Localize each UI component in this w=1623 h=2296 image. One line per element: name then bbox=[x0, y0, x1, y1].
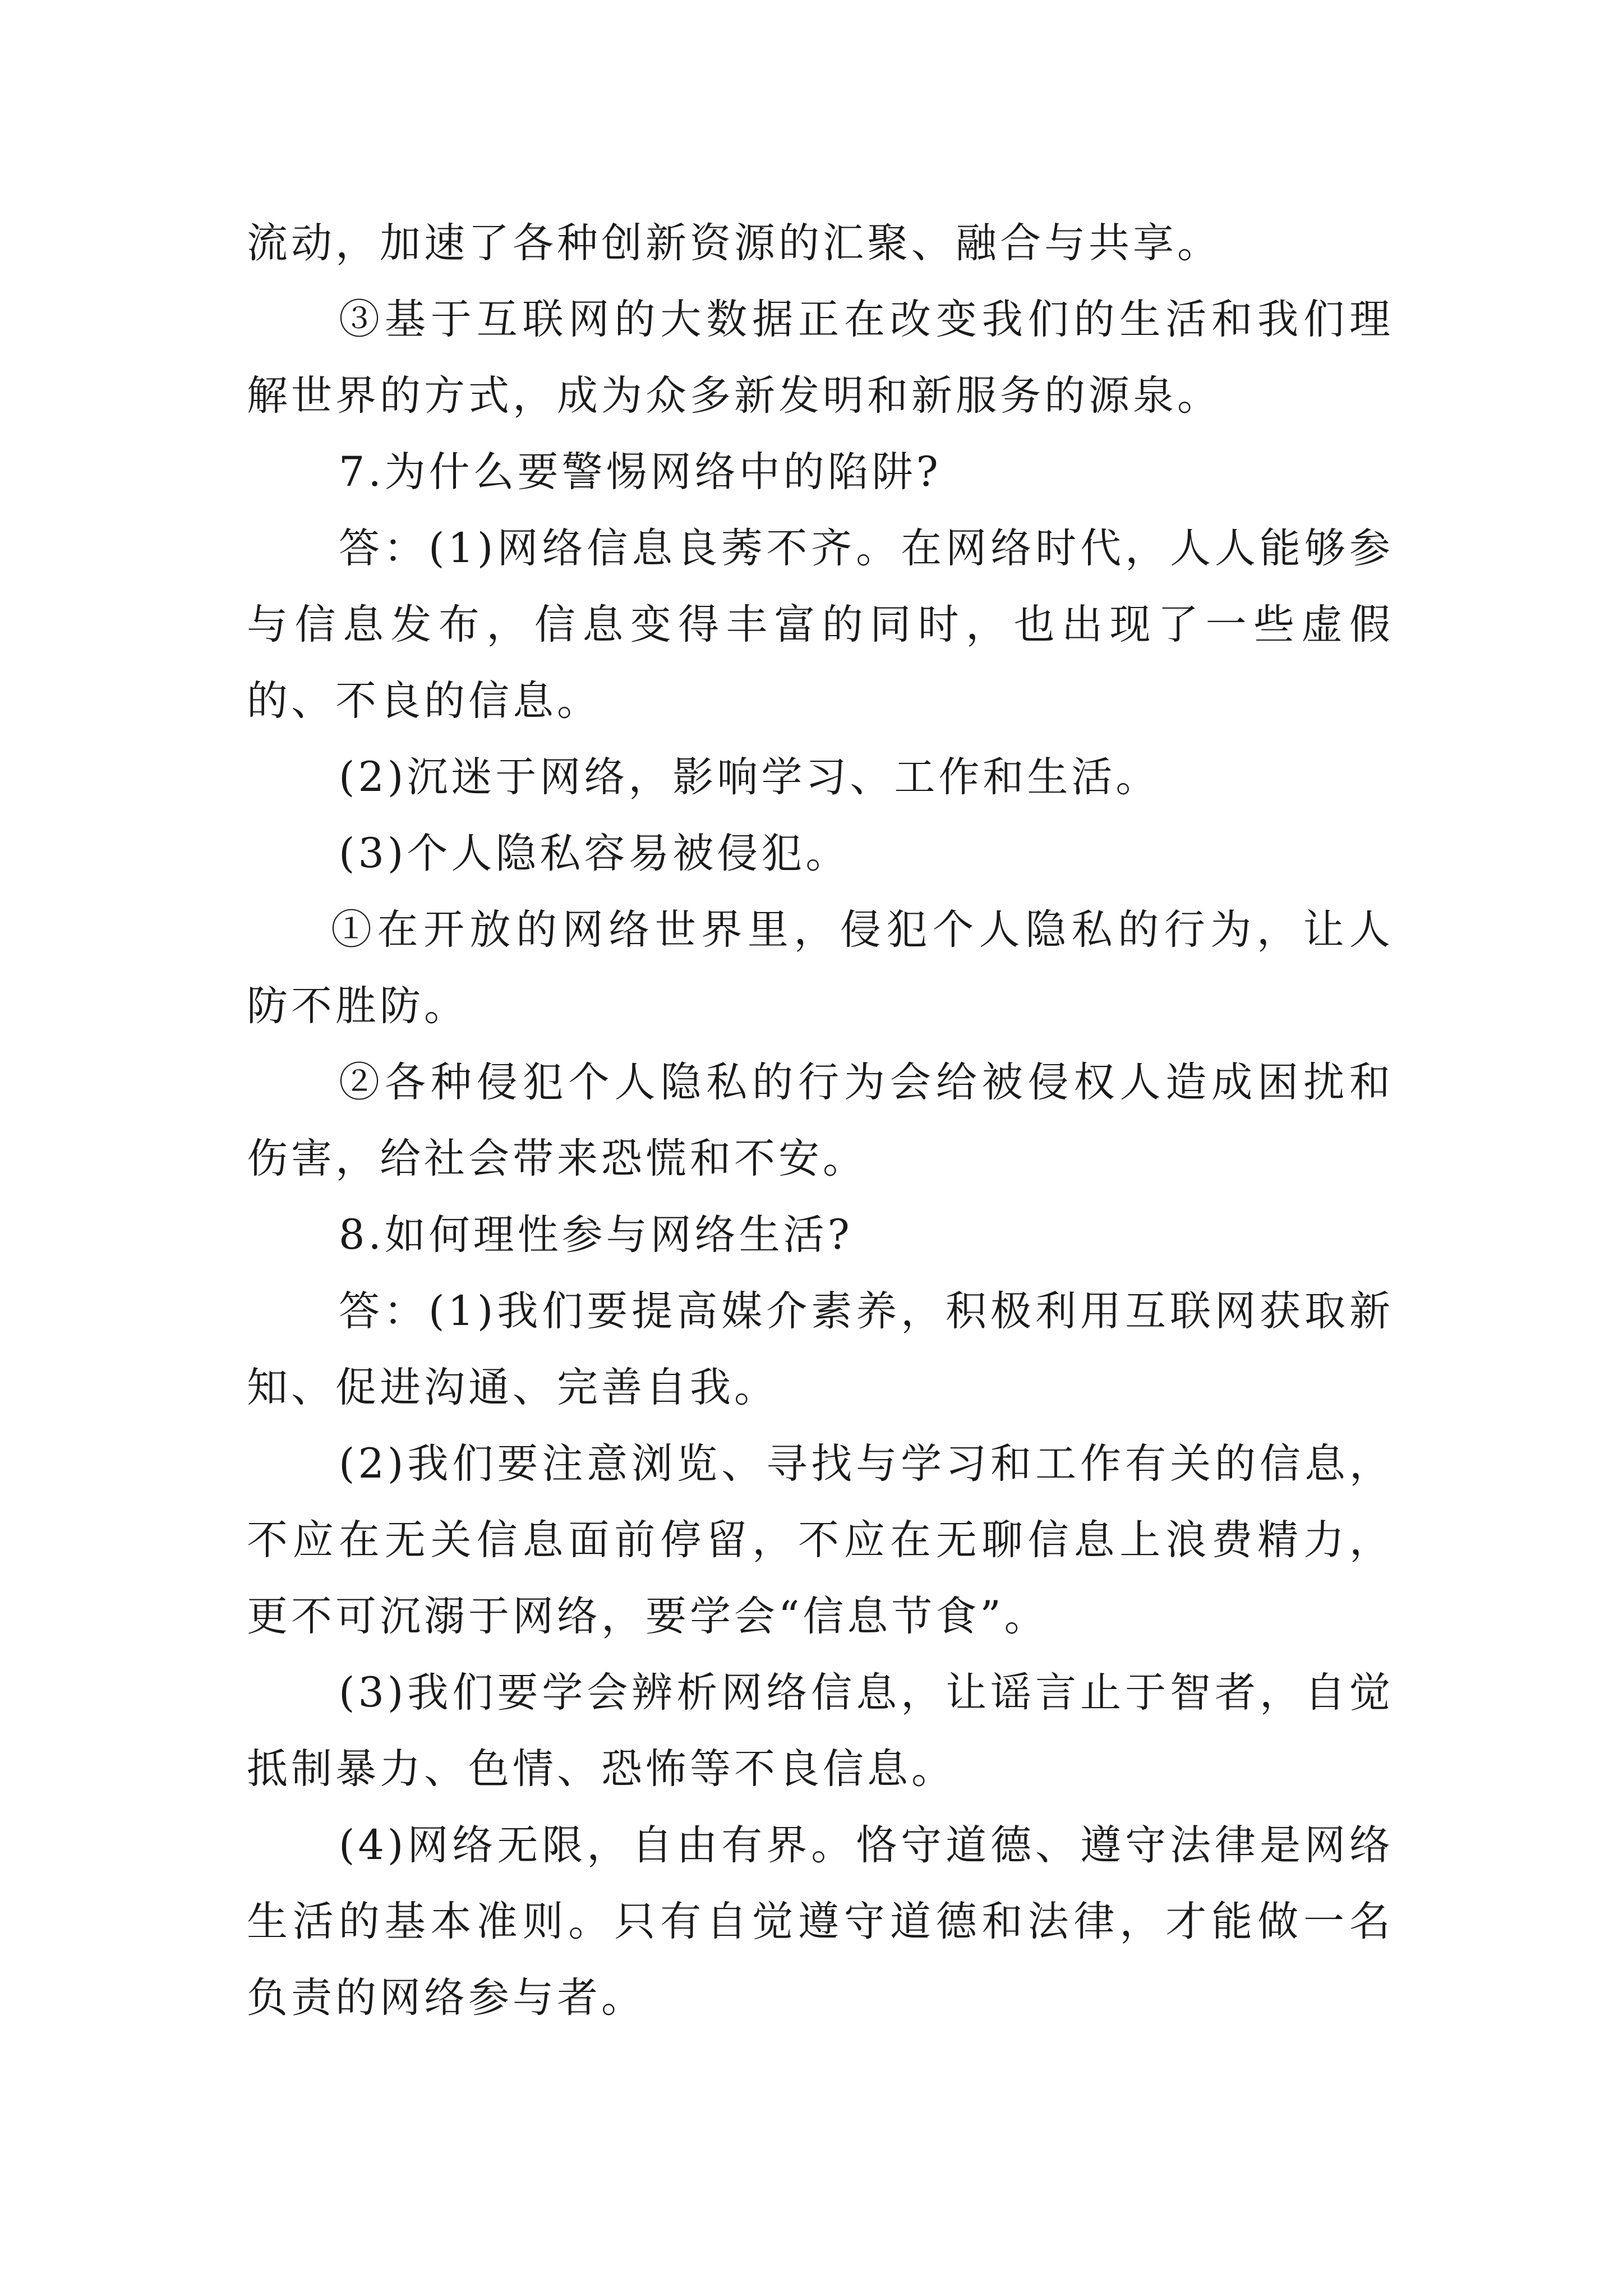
answer-7-point-2: (2)沉迷于网络，影响学习、工作和生活。 bbox=[339, 753, 1160, 801]
answer-7-subpoint-2: ②各种侵犯个人隐私的行为会给被侵权人造成困扰和伤害，给社会带来恐慌和不安。 bbox=[247, 1059, 1394, 1182]
question-7-heading: 7.为什么要警惕网络中的陷阱? bbox=[339, 448, 942, 496]
answer-7-point-1: 答：(1)网络信息良莠不齐。在网络时代，人人能够参与信息发布，信息变得丰富的同时，也出现了一些虚假的、不良的信息。 bbox=[247, 524, 1394, 725]
answer-8-point-2: (2)我们要注意浏览、寻找与学习和工作有关的信息，不应在无关信息面前停留，不应在无聊信息上浪费精力，更不可沉溺于网络，要学会“信息节食”。 bbox=[247, 1440, 1394, 1640]
answer-8-point-4: (4)网络无限，自由有界。恪守道德、遵守法律是网络生活的基本准则。只有自觉遵守道德和法律，才能做一名负责的网络参与者。 bbox=[247, 1821, 1394, 2022]
answer-7-point-3: (3)个人隐私容易被侵犯。 bbox=[339, 830, 850, 877]
paragraph-point-3: ③基于互联网的大数据正在改变我们的生活和我们理解世界的方式，成为众多新发明和新服务的源泉。 bbox=[247, 296, 1394, 420]
answer-7-subpoint-1: ①在开放的网络世界里，侵犯个人隐私的行为，让人防不胜防。 bbox=[247, 906, 1394, 1030]
answer-8-point-1: 答：(1)我们要提高媒介素养，积极利用互联网获取新知、促进沟通、完善自我。 bbox=[247, 1287, 1394, 1411]
paragraph-continuation: 流动，加速了各种创新资源的汇聚、融合与共享。 bbox=[247, 219, 1221, 267]
document-body bbox=[247, 205, 1394, 2036]
question-8-heading: 8.如何理性参与网络生活? bbox=[339, 1211, 853, 1259]
answer-8-point-3: (3)我们要学会辨析网络信息，让谣言止于智者，自觉抵制暴力、色情、恐怖等不良信息。 bbox=[247, 1669, 1394, 1793]
